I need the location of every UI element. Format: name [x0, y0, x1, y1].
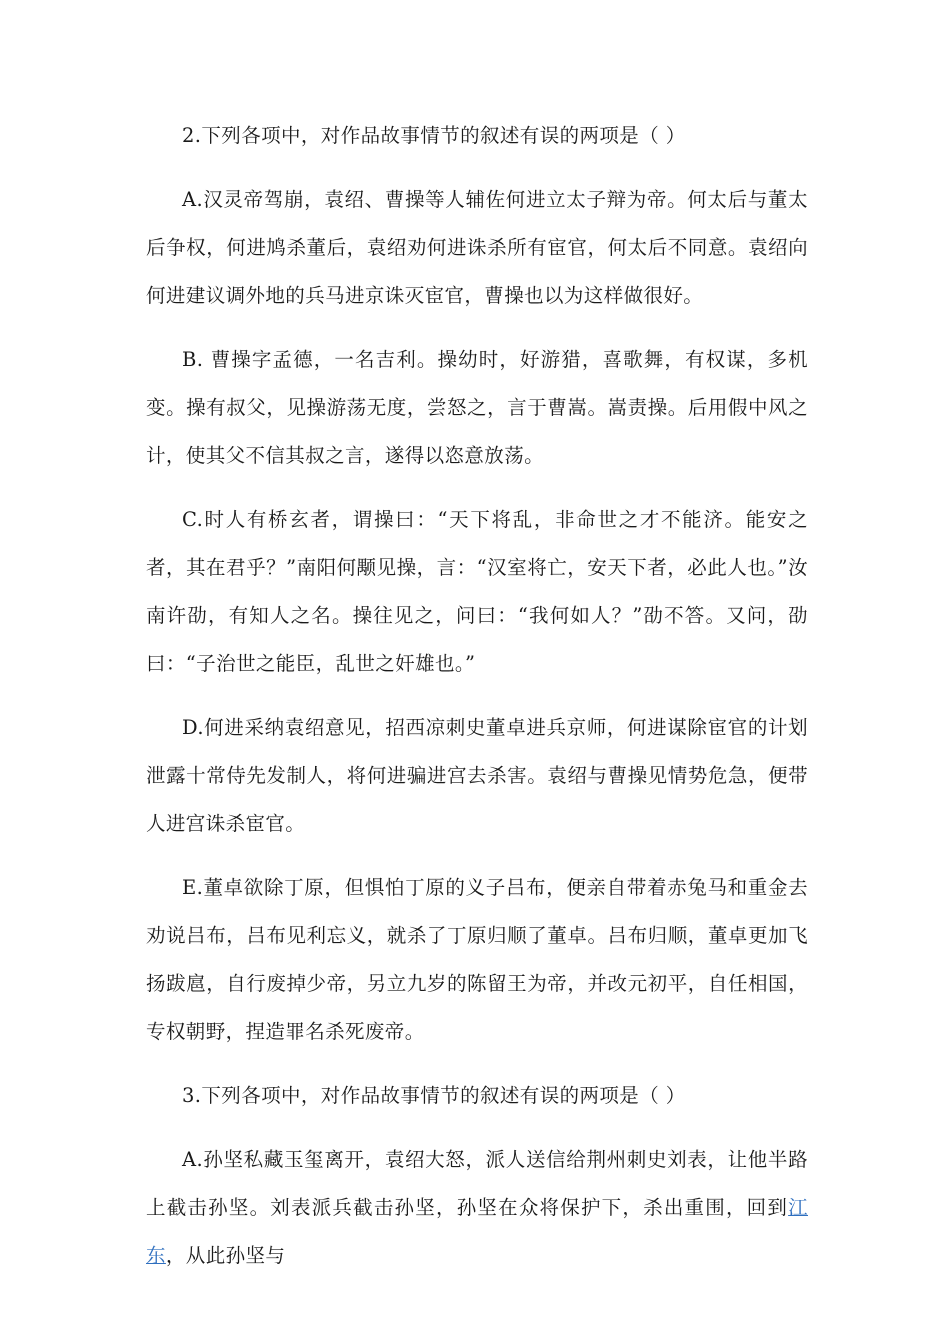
question-3-option-a-tail: ，从此孙坚与 [165, 1244, 286, 1267]
question-2-option-b: B. 曹操字孟德，一名吉利。操幼时，好游猎，喜歌舞，有权谋，多机变。操有叔父，见操游荡无度，尝怒之，言于曹嵩。嵩责操。后用假中风之计，使其父不信其叔之言，遂得以恣意放荡。 [146, 348, 808, 467]
question-2-option-c: C.时人有桥玄者，谓操曰：“天下将乱，非命世之才不能济。能安之者，其在君乎？”南阳何颙见操，言：“汉室将亡，安天下者，必此人也。”汝南许劭，有知人之名。操往见之，问曰：“我何如人？”劭不答。又问，劭曰：“子治世之能臣，乱世之奸雄也。” [146, 508, 808, 675]
question-3-option-a-text: A.孙坚私藏玉玺离开，袁绍大怒，派人送信给荆州刺史刘表，让他半路上截击孙坚。刘表派兵截击孙坚，孙坚在众将保护下，杀出重围，回到 [146, 1148, 808, 1219]
question-2-option-e: E.董卓欲除丁原，但惧怕丁原的义子吕布，便亲自带着赤兔马和重金去劝说吕布，吕布见利忘义，就杀了丁原归顺了董卓。吕布归顺，董卓更加飞扬跋扈，自行废掉少帝，另立九岁的陈留王为帝，并改元初平，自任相国，专权朝野，捏造罪名杀死废帝。 [146, 876, 808, 1043]
document-page [146, 112, 808, 1280]
question-2-option-d: D.何进采纳袁绍意见，招西凉刺史董卓进兵京师，何进谋除宦官的计划泄露十常侍先发制人，将何进骗进宫去杀害。袁绍与曹操见情势危急，便带人进宫诛杀宦官。 [146, 716, 808, 835]
question-2-option-a: A.汉灵帝驾崩，袁绍、曹操等人辅佐何进立太子辩为帝。何太后与董太后争权，何进鸠杀董后，袁绍劝何进诛杀所有宦官，何太后不同意。袁绍向何进建议调外地的兵马进京诛灭宦官，曹操也以为这样做很好。 [146, 188, 808, 307]
jiangdong-link[interactable]: 江东 [146, 1196, 808, 1267]
question-3-option-a [146, 1136, 808, 1280]
question-3-stem: 3.下列各项中，对作品故事情节的叙述有误的两项是（ ） [182, 1084, 686, 1107]
question-2-stem: 2.下列各项中，对作品故事情节的叙述有误的两项是（ ） [182, 124, 686, 147]
